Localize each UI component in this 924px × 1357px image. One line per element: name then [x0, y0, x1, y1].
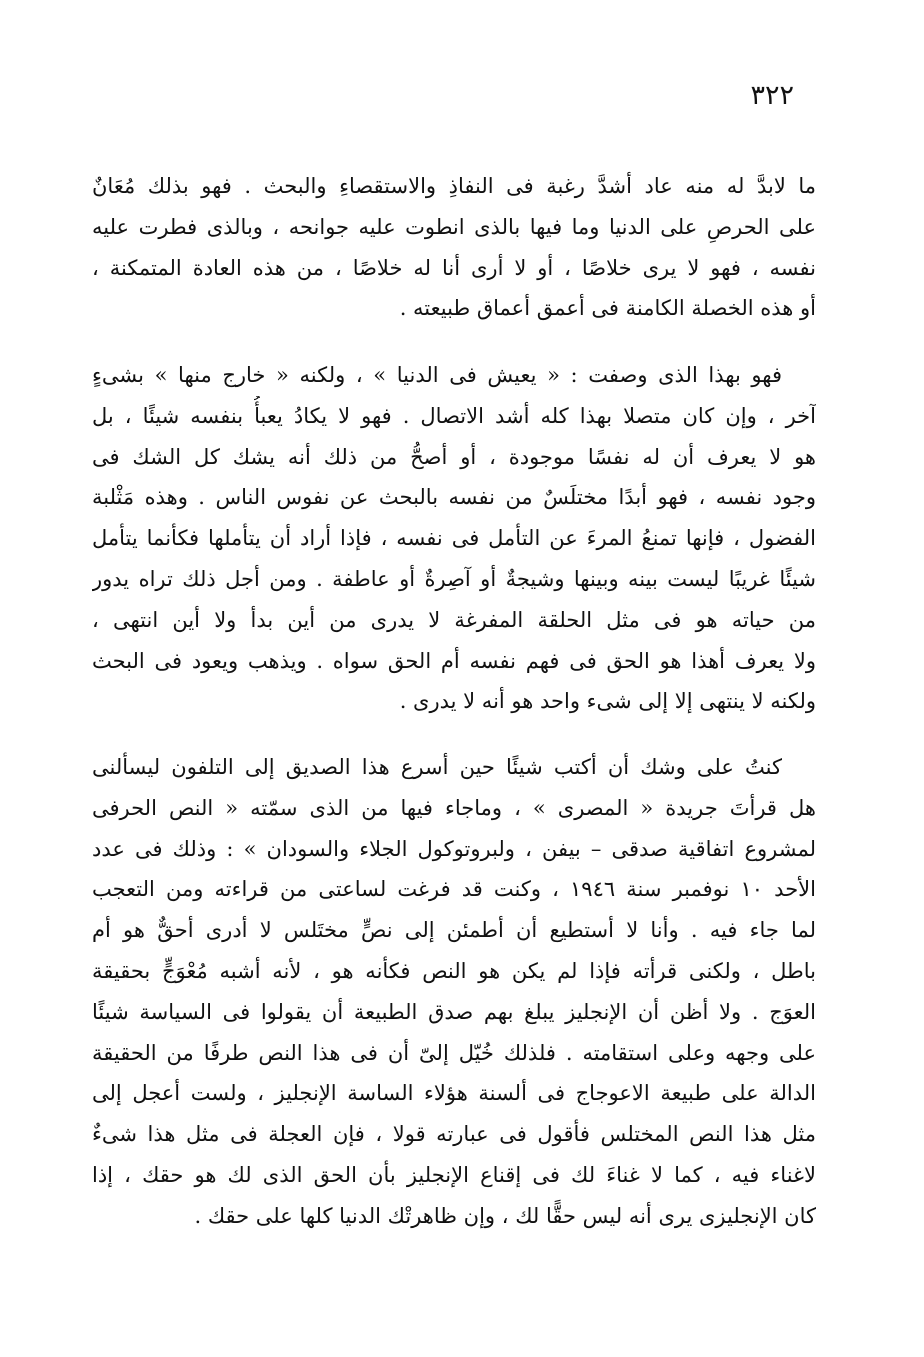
text-line: فهو بهذا الذى وصفت : « يعيش فى الدنيا » ، ولكنه « خارج منها » بشىءٍ: [92, 363, 782, 387]
text-line: على وجهه وعلى استقامته . فلذلك خُيّل إلىّ أن فى هذا النص طرفًا من الحقيقة: [92, 1040, 816, 1065]
paragraph-3: [92, 747, 816, 1237]
text-line: الدالة على طبيعة الاعوجاج فى ألسنة هؤلاء الساسة الإنجليز ، ولست أعجل إلى: [92, 1081, 816, 1106]
text-line: من حياته هو فى مثل الحلقة المفرغة لا يدرى من أين بدأ ولا أين انتهى ،: [92, 607, 816, 632]
text-line: الفضول ، فإنها تمنعُ المرءَ عن التأمل فى نفسه ، فإذا أراد أن يتأملها فكأنما يتأمل: [92, 526, 816, 551]
text-line: آخر ، وإن كان متصلا بهذا كله أشد الاتصال . فهو لا يكادُ يعبأُ بنفسه شيئًا ، بل: [92, 403, 816, 428]
text-line: مثل هذا النص المختلس فأقول فى عبارته قولا ، فإن العجلة فى مثل هذا شىءٌ: [92, 1122, 816, 1147]
text-line: وجود نفسه ، فهو أبدًا مختلَسٌ من نفسه بالبحث عن نفوس الناس . وهذه مَثْلبة: [92, 485, 816, 510]
text-line: كان الإنجليزى يرى أنه ليس حقًّا لك ، وإن ظاهرتْك الدنيا كلها على حقك .: [194, 1203, 816, 1228]
text-line: لمشروع اتفاقية صدقى – بيفن ، ولبروتوكول الجلاء والسودان » : وذلك فى عدد: [92, 836, 816, 861]
page-number: ٣٢٢: [750, 80, 794, 111]
paragraph-2: [92, 355, 816, 722]
text-line: باطل ، ولكنى قرأته فإذا لم يكن هو النص فكأنه هو ، لأنه أشبه مُعْوَجٍّ بحقيقة: [92, 958, 816, 983]
text-line: هو لا يعرف أن له نفسًا موجودة ، أو أصحُّ من ذلك أنه يشك كل الشك فى: [92, 444, 816, 469]
text-line: هل قرأتَ جريدة « المصرى » ، وماجاء فيها من الذى سمّته « النص الحرفى: [92, 795, 816, 820]
text-line: العوَج . ولا أظن أن الإنجليز يبلغ بهم صدق الطبيعة أن يقولوا فى السياسة شيئًا: [92, 999, 816, 1024]
text-line: لاغناء فيه ، كما لا غناءَ لك فى إقناع الإنجليز بأن الحق الذى لك هو حقك ، إذا: [92, 1162, 816, 1187]
text-line: نفسه ، فهو لا يرى خلاصًا ، أو لا أرى أنا له خلاصًا ، من هذه العادة المتمكنة ،: [92, 255, 816, 280]
text-line: ولا يعرف أهذا هو الحق فى فهم نفسه أم الحق سواه . ويذهب ويعود فى البحث: [92, 648, 816, 673]
text-line: شيئًا غريبًا ليست بينه وبينها وشيجةٌ أو آصِرةٌ أو عاطفة . ومن أجل ذلك تراه يدور: [92, 566, 816, 591]
text-line: لما جاء فيه . وأنا لا أستطيع أن أطمئن إلى نصٍّ مختَلس لا أدرى أحقٌّ هو أم: [92, 918, 816, 943]
text-line: ما لابدَّ له منه عاد أشدَّ رغبة فى النفاذِ والاستقصاءِ والبحث . فهو بذلك مُعَانٌ: [92, 174, 816, 198]
text-line: أو هذه الخصلة الكامنة فى أعمق أعماق طبيعته .: [399, 296, 816, 321]
text-line: ولكنه لا ينتهى إلا إلى شىء واحد هو أنه لا يدرى .: [399, 689, 816, 714]
text-line: الأحد ١٠ نوفمبر سنة ١٩٤٦ ، وكنت قد فرغت لساعتى من قراءته ومن التعجب: [92, 877, 816, 902]
paragraph-1: [92, 166, 816, 329]
text-line: كنتُ على وشك أن أكتب شيئًا حين أسرع هذا الصديق إلى التلفون ليسألنى: [92, 755, 782, 779]
text-line: على الحرصِ على الدنيا وما فيها بالذى انطوت عليه جوانحه ، وبالذى فطرت عليه: [92, 214, 816, 239]
